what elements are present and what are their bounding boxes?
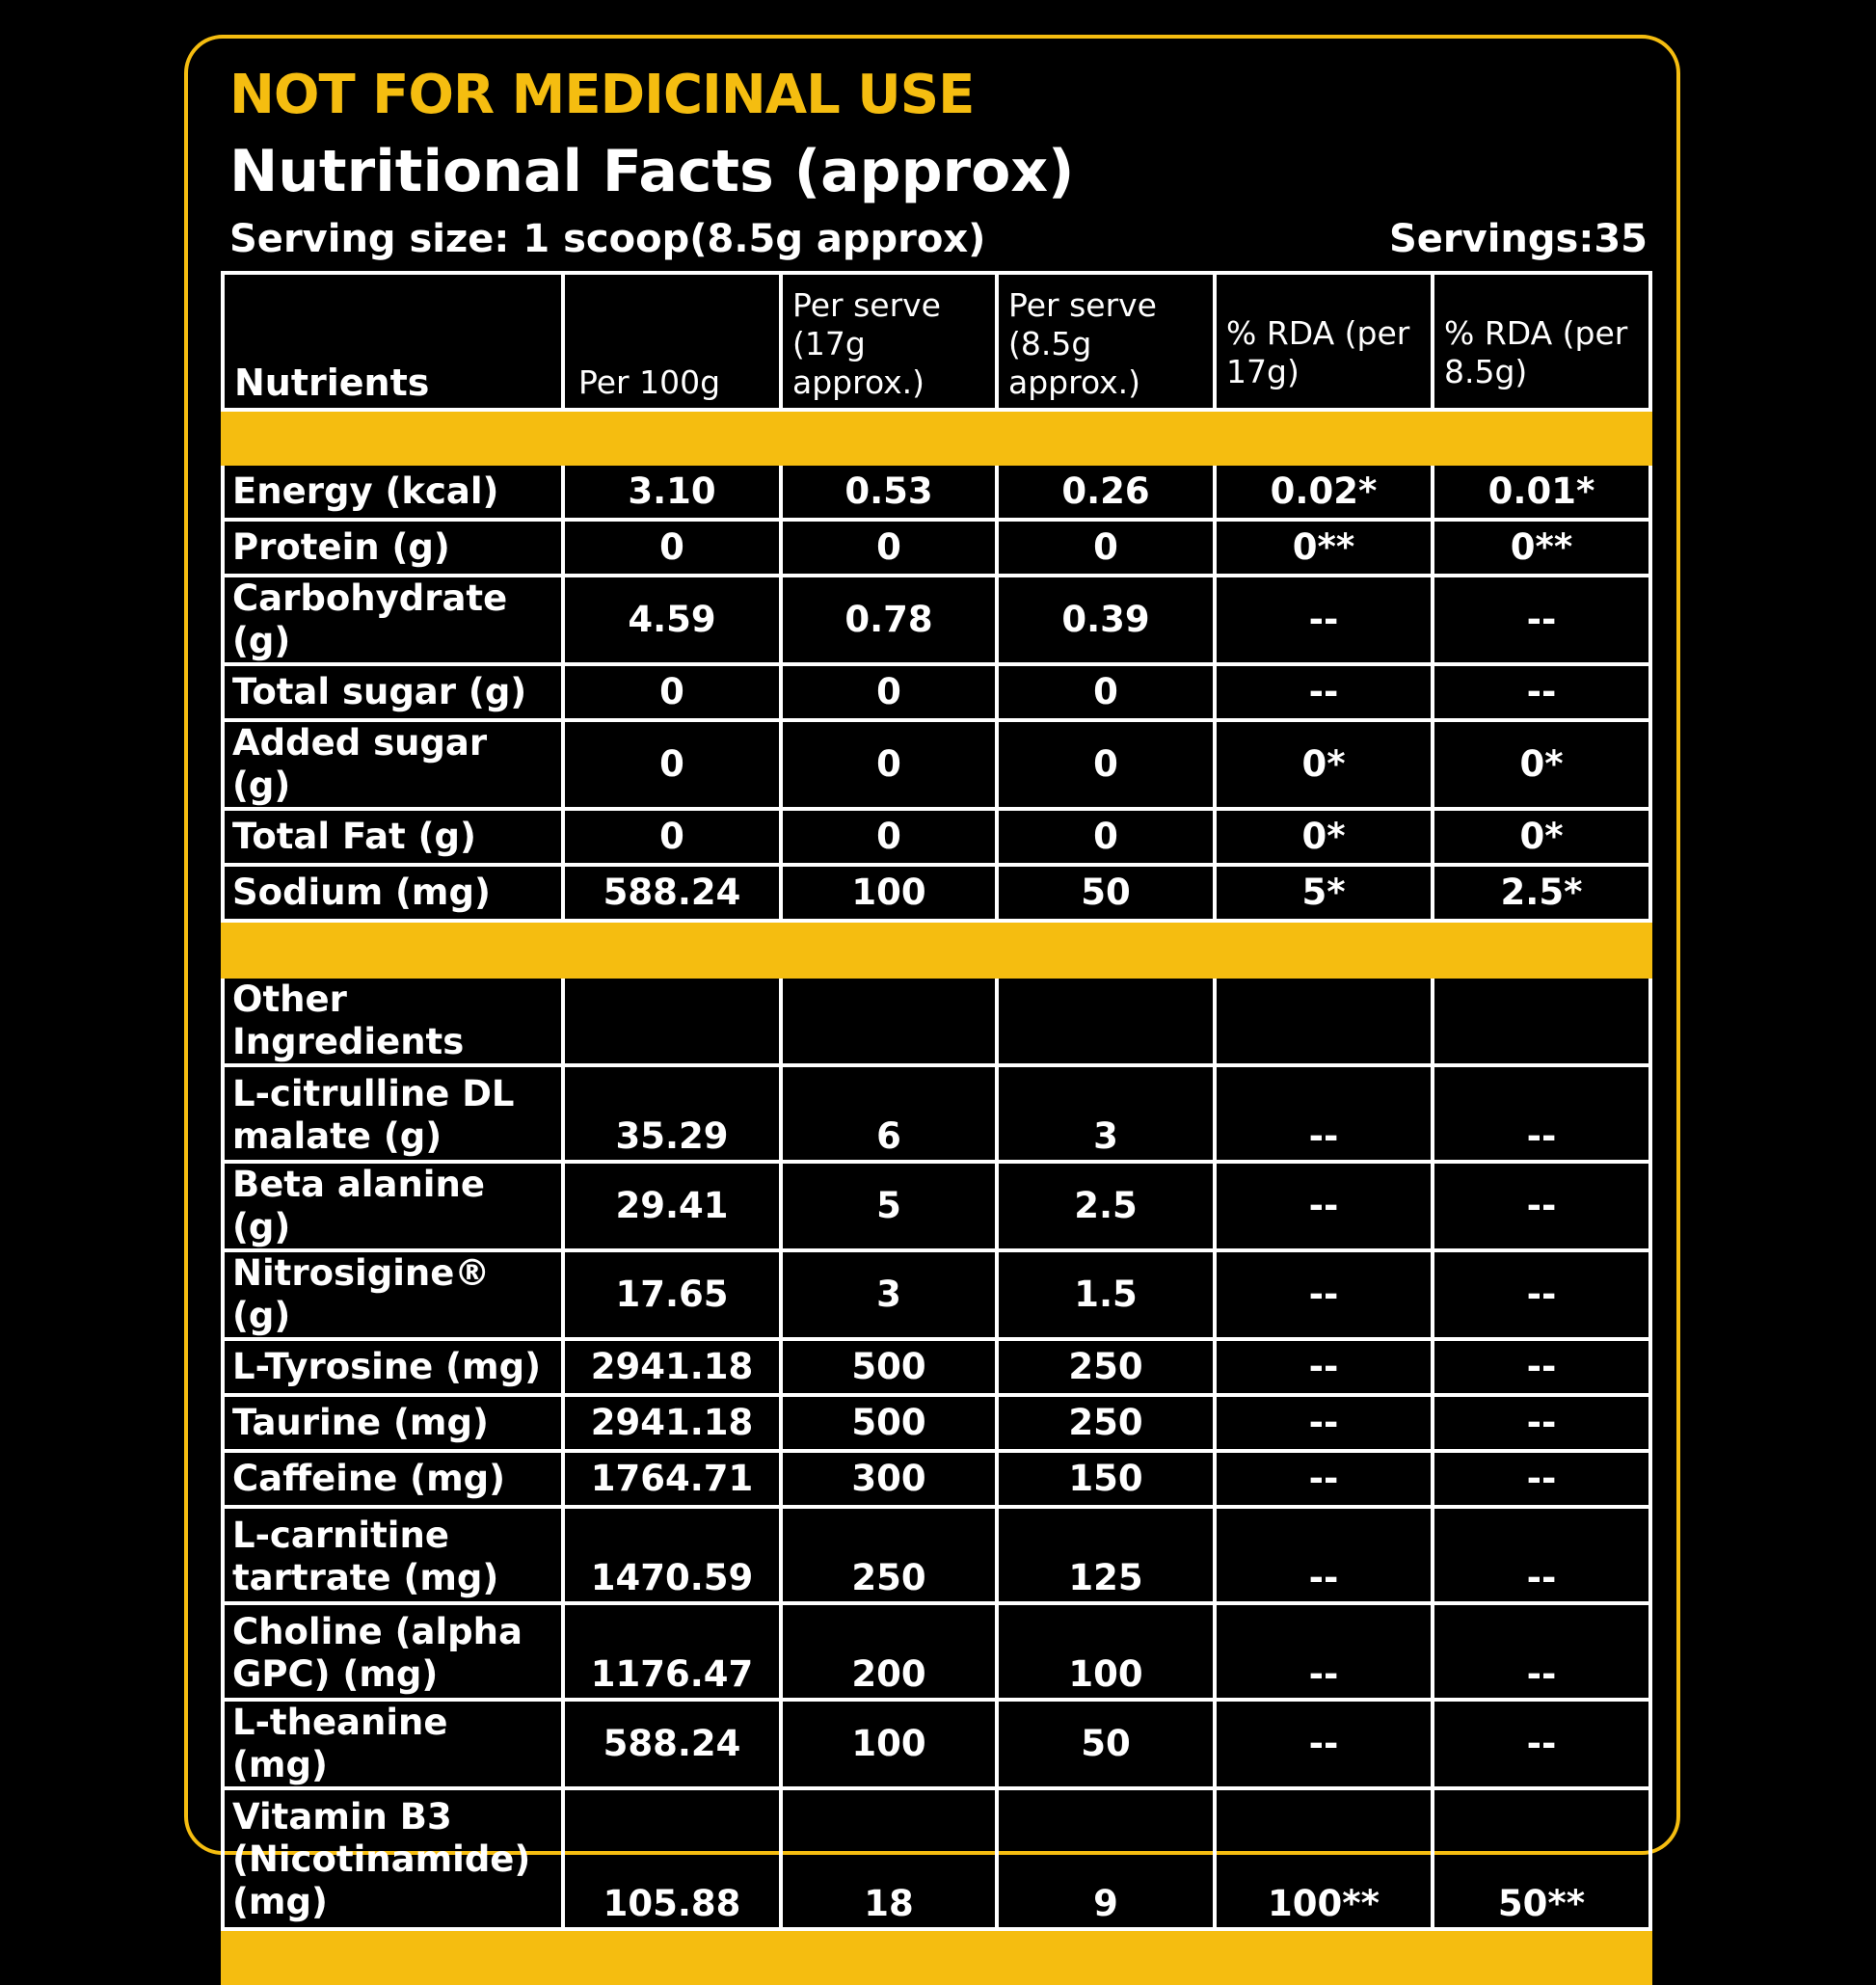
other-ingredients-heading: Other Ingredients (223, 977, 563, 1065)
table-cell: -- (1215, 1339, 1433, 1395)
table-cell: 0 (997, 520, 1215, 576)
table-cell: 0 (563, 664, 781, 720)
table-row (223, 464, 1650, 520)
table-cell: -- (1433, 1395, 1650, 1451)
table-cell: -- (1433, 576, 1650, 664)
table-cell: 17.65 (563, 1250, 781, 1339)
table-cell: -- (1215, 1162, 1433, 1250)
table-cell: 3 (997, 1065, 1215, 1162)
table-cell: 2.5 (997, 1162, 1215, 1250)
table-cell: 35.29 (563, 1065, 781, 1162)
nutrient-name: Vitamin B3 (Nicotinamide) (mg) (223, 1788, 563, 1929)
table-row (223, 1451, 1650, 1507)
table-cell: 0 (781, 809, 997, 865)
table-cell: 105.88 (563, 1788, 781, 1929)
table-cell: 5 (781, 1162, 997, 1250)
table-cell: -- (1215, 1507, 1433, 1603)
table-row (223, 720, 1650, 809)
column-header: % RDA (per 17g) (1215, 273, 1433, 410)
table-cell: 50 (997, 1700, 1215, 1788)
table-cell: -- (1433, 664, 1650, 720)
table-cell: 0.02* (1215, 464, 1433, 520)
table-cell: 2941.18 (563, 1339, 781, 1395)
page-title: Nutritional Facts (approx) (229, 138, 1075, 205)
table-cell (1433, 977, 1650, 1065)
table-row (223, 1339, 1650, 1395)
table-cell: 0** (1215, 520, 1433, 576)
table-header-row (223, 273, 1650, 410)
table-cell: 250 (997, 1339, 1215, 1395)
table-cell: -- (1215, 1395, 1433, 1451)
table-row (223, 1065, 1650, 1162)
table-cell: -- (1215, 1451, 1433, 1507)
nutrient-name: Choline (alpha GPC) (mg) (223, 1603, 563, 1700)
table-cell: 100 (781, 865, 997, 921)
table-cell: -- (1215, 1700, 1433, 1788)
table-cell: -- (1215, 1250, 1433, 1339)
nutrient-name: Nitrosigine® (g) (223, 1250, 563, 1339)
table-cell: 0 (781, 720, 997, 809)
accent-band (223, 921, 1650, 977)
nutrient-name: Taurine (mg) (223, 1395, 563, 1451)
table-cell: 1.5 (997, 1250, 1215, 1339)
table-cell: 0 (563, 520, 781, 576)
column-header: Per serve (17g approx.) (781, 273, 997, 410)
column-header: % RDA (per 8.5g) (1433, 273, 1650, 410)
table-cell: 0.78 (781, 576, 997, 664)
table-cell: 18 (781, 1788, 997, 1929)
table-cell: -- (1433, 1507, 1650, 1603)
table-cell: 0 (997, 720, 1215, 809)
table-cell: 5* (1215, 865, 1433, 921)
table-cell: 588.24 (563, 865, 781, 921)
table-cell: 0* (1215, 720, 1433, 809)
nutrient-name: Beta alanine (g) (223, 1162, 563, 1250)
table-cell: 100 (997, 1603, 1215, 1700)
serving-size: Serving size: 1 scoop(8.5g approx) (229, 217, 986, 261)
table-cell: -- (1433, 1700, 1650, 1788)
nutrient-name: L-citrulline DL malate (g) (223, 1065, 563, 1162)
table-cell: 9 (997, 1788, 1215, 1929)
table-cell: 100 (781, 1700, 997, 1788)
nutrient-name: Sodium (mg) (223, 865, 563, 921)
table-cell (997, 977, 1215, 1065)
table-cell: -- (1215, 1603, 1433, 1700)
table-cell: 0 (997, 664, 1215, 720)
table-cell: 3.10 (563, 464, 781, 520)
column-header: Per 100g (563, 273, 781, 410)
table-row (223, 664, 1650, 720)
table-row (223, 1395, 1650, 1451)
table-cell: -- (1433, 1339, 1650, 1395)
accent-band (223, 410, 1650, 464)
servings-count: Servings:35 (1388, 217, 1648, 261)
table-cell: -- (1433, 1250, 1650, 1339)
nutrient-name: Total Fat (g) (223, 809, 563, 865)
table-cell (563, 977, 781, 1065)
table-row (223, 865, 1650, 921)
table-row (223, 576, 1650, 664)
table-cell: 250 (781, 1507, 997, 1603)
table-cell: 0 (997, 809, 1215, 865)
table-cell: 0.01* (1433, 464, 1650, 520)
table-cell: -- (1215, 576, 1433, 664)
table-cell: 2.5* (1433, 865, 1650, 921)
table-cell: 100** (1215, 1788, 1433, 1929)
table-cell: 0 (781, 664, 997, 720)
nutrient-name: Energy (kcal) (223, 464, 563, 520)
table-cell: -- (1433, 1451, 1650, 1507)
table-cell: 200 (781, 1603, 997, 1700)
table-row (223, 1788, 1650, 1929)
table-cell (1215, 977, 1433, 1065)
table-cell: 0 (563, 720, 781, 809)
table-row (223, 1162, 1650, 1250)
table-cell: 2941.18 (563, 1395, 781, 1451)
table-row (223, 1507, 1650, 1603)
table-row (223, 520, 1650, 576)
other-ingredients-row (223, 977, 1650, 1065)
table-cell: 0* (1215, 809, 1433, 865)
column-header: Per serve (8.5g approx.) (997, 273, 1215, 410)
table-cell: 0** (1433, 520, 1650, 576)
table-cell: -- (1433, 1162, 1650, 1250)
table-cell: 50** (1433, 1788, 1650, 1929)
table-cell: -- (1215, 664, 1433, 720)
table-cell: 0 (781, 520, 997, 576)
table-cell: 1470.59 (563, 1507, 781, 1603)
table-row (223, 809, 1650, 865)
table-cell: 500 (781, 1395, 997, 1451)
nutrient-rows (223, 464, 1650, 921)
nutrient-name: Added sugar (g) (223, 720, 563, 809)
table-cell: 250 (997, 1395, 1215, 1451)
nutrient-name: Total sugar (g) (223, 664, 563, 720)
column-header: Nutrients (223, 273, 563, 410)
nutrient-name: Protein (g) (223, 520, 563, 576)
table-cell: 500 (781, 1339, 997, 1395)
table-cell: -- (1433, 1603, 1650, 1700)
table-cell: -- (1215, 1065, 1433, 1162)
ingredient-rows (223, 1065, 1650, 1929)
table-cell: 1764.71 (563, 1451, 781, 1507)
table-cell: 150 (997, 1451, 1215, 1507)
table-cell: 0.26 (997, 464, 1215, 520)
nutrient-name: Caffeine (mg) (223, 1451, 563, 1507)
table-cell: 4.59 (563, 576, 781, 664)
table-cell: 29.41 (563, 1162, 781, 1250)
table-cell: 0.39 (997, 576, 1215, 664)
table-row (223, 1603, 1650, 1700)
accent-band (223, 1929, 1650, 1983)
table-cell: 3 (781, 1250, 997, 1339)
nutrient-name: L-theanine (mg) (223, 1700, 563, 1788)
nutrient-name: L-carnitine tartrate (mg) (223, 1507, 563, 1603)
table-cell: 0* (1433, 720, 1650, 809)
table-cell: 0 (563, 809, 781, 865)
table-row (223, 1250, 1650, 1339)
medicinal-warning: NOT FOR MEDICINAL USE (229, 64, 975, 126)
table-cell: 300 (781, 1451, 997, 1507)
table-cell: 6 (781, 1065, 997, 1162)
table-cell: -- (1433, 1065, 1650, 1162)
nutrient-name: L-Tyrosine (mg) (223, 1339, 563, 1395)
table-cell: 588.24 (563, 1700, 781, 1788)
nutrient-name: Carbohydrate (g) (223, 576, 563, 664)
table-cell: 125 (997, 1507, 1215, 1603)
table-cell (781, 977, 997, 1065)
table-row (223, 1700, 1650, 1788)
table-cell: 50 (997, 865, 1215, 921)
table-cell: 1176.47 (563, 1603, 781, 1700)
table-cell: 0* (1433, 809, 1650, 865)
nutrition-table (221, 271, 1652, 1985)
table-cell: 0.53 (781, 464, 997, 520)
